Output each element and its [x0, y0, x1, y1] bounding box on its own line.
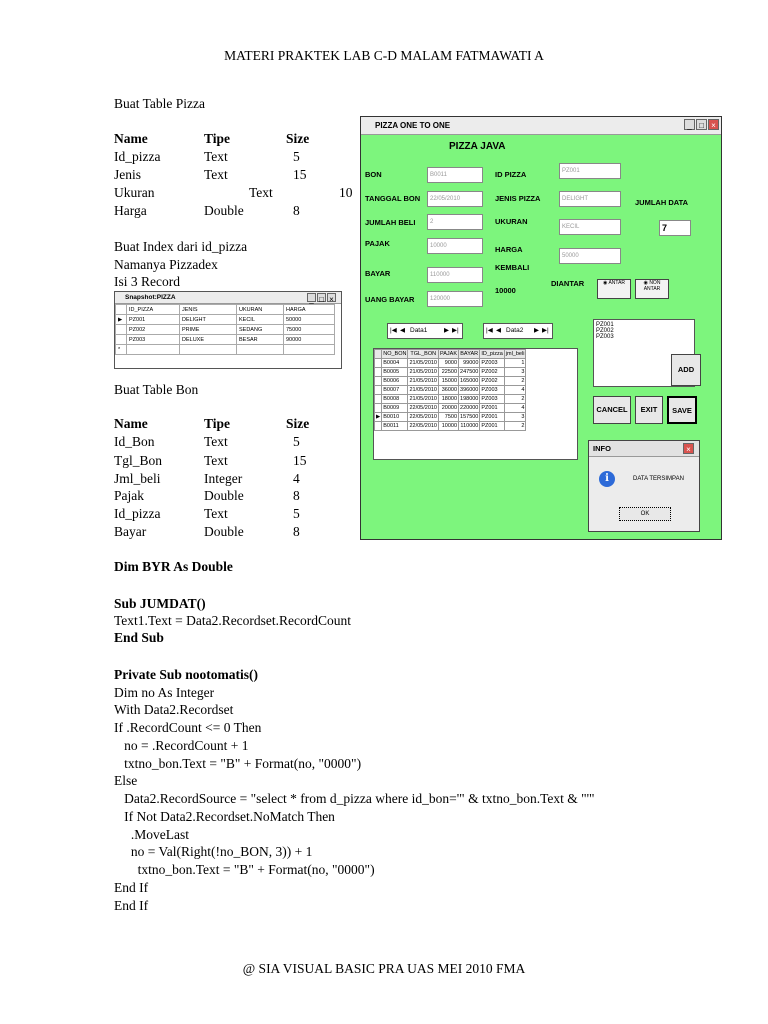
new-row-marker[interactable]: *	[116, 345, 127, 355]
grid-cell[interactable]: 198000	[460, 396, 479, 402]
list-item[interactable]: PZ003	[596, 334, 614, 340]
bon-row-size: 8	[293, 488, 300, 503]
index-line-1: Buat Index dari id_pizza	[114, 239, 248, 254]
snapshot-cell[interactable]: BESAR	[237, 335, 284, 345]
code-dim: Dim BYR As Double	[114, 559, 233, 574]
label-bon: BON	[365, 170, 382, 179]
bon-row-name: Bayar	[114, 524, 147, 539]
grid-cell[interactable]: B0011	[382, 422, 408, 431]
label-uang-bayar: UANG BAYAR	[365, 295, 415, 304]
grid-cell[interactable]: 22/05/2010	[409, 405, 437, 411]
snapshot-window	[114, 291, 342, 369]
label-harga: HARGA	[495, 245, 523, 254]
code-line: Data2.RecordSource = "select * from d_pizza where id_bon='" & txtno_bon.Text & "'"	[114, 791, 595, 806]
pizza-col-name: Name	[114, 131, 148, 146]
bon-col-tipe: Tipe	[204, 416, 231, 431]
snapshot-cell[interactable]: DELUXE	[180, 335, 237, 345]
label-ukuran: UKURAN	[495, 217, 528, 226]
code-sub1: Sub JUMDAT()	[114, 596, 206, 611]
snapshot-table	[115, 304, 335, 355]
label-pajak: PAJAK	[365, 239, 390, 248]
grid-cell[interactable]: 21/05/2010	[409, 387, 437, 393]
ukuran-input[interactable]: KECIL	[559, 219, 621, 235]
bon-row-name: Id_pizza	[114, 506, 161, 521]
list-item[interactable]: PZ001	[596, 322, 614, 328]
page-header: MATERI PRAKTEK LAB C-D MALAM FATMAWATI A	[224, 48, 544, 63]
code-sub2: Private Sub nootomatis()	[114, 667, 258, 682]
code-line: no = .RecordCount + 1	[114, 738, 249, 753]
data1-label: Data1	[410, 327, 428, 334]
record-selector-icon[interactable]: ▶	[376, 414, 381, 420]
next-record-icon[interactable]: ▶	[534, 327, 539, 334]
grid-cell[interactable]: 220000	[460, 405, 479, 411]
grid-cell[interactable]: B0009	[382, 404, 408, 413]
bon-row-tipe: Text	[204, 506, 228, 521]
pizza-row-tipe: Text	[204, 167, 228, 182]
page-footer: @ SIA VISUAL BASIC PRA UAS MEI 2010 FMA	[242, 961, 526, 976]
bon-row-name: Jml_beli	[114, 471, 161, 486]
snapshot-header: ID_PIZZA	[127, 305, 180, 315]
pizza-col-size: Size	[286, 131, 310, 146]
code-line: Else	[114, 773, 138, 788]
index-line-3: Isi 3 Record	[114, 274, 180, 289]
snapshot-cell[interactable]: PZ002	[127, 325, 180, 335]
grid-cell[interactable]: B0004	[382, 359, 408, 368]
grid-cell[interactable]: 2	[504, 395, 526, 404]
data1-navigator[interactable]	[387, 323, 463, 339]
grid-cell[interactable]: B0008	[382, 395, 408, 404]
pizza-row-name: Ukuran	[114, 185, 155, 200]
grid-cell[interactable]: PZ001	[480, 404, 504, 413]
save-button[interactable]: SAVE	[667, 396, 697, 424]
maximize-icon[interactable]: □	[696, 119, 707, 130]
grid-cell[interactable]: PZ003	[480, 386, 504, 395]
pizza-row-size: 15	[293, 167, 307, 182]
grid-cell[interactable]: 21/05/2010	[409, 369, 437, 375]
bon-row-size: 8	[293, 524, 300, 539]
add-button[interactable]: ADD	[671, 354, 701, 386]
grid-cell[interactable]: PZ003	[480, 395, 504, 404]
label-bayar: BAYAR	[365, 269, 391, 278]
minimize-icon[interactable]: _	[307, 293, 316, 302]
bayar-input[interactable]: 110000	[427, 267, 483, 283]
bon-row-tipe: Text	[204, 434, 228, 449]
snapshot-title: Snapshot:PIZZA	[115, 292, 341, 304]
pizza-row-name: Harga	[114, 203, 147, 218]
grid-cell[interactable]: 4	[504, 404, 526, 413]
grid-cell[interactable]: 36000	[439, 386, 459, 395]
pizza-row-tipe: Double	[204, 203, 244, 218]
code-line: If Not Data2.Recordset.NoMatch Then	[114, 809, 335, 824]
bon-row-tipe: Double	[204, 524, 244, 539]
bon-col-size: Size	[286, 416, 310, 431]
bon-row-size: 5	[293, 434, 300, 449]
code-line: .MoveLast	[114, 827, 189, 842]
code-line: End If	[114, 880, 149, 895]
grid-cell[interactable]: PZ003	[480, 359, 504, 368]
prev-record-icon[interactable]: ◀	[496, 327, 501, 334]
code-line: End If	[114, 898, 149, 913]
non-antar-radio[interactable]: ◉ NON ANTAR	[635, 279, 669, 299]
grid-cell[interactable]: 157500	[460, 414, 479, 420]
info-icon: i	[599, 471, 615, 487]
index-line-2: Namanya Pizzadex	[114, 257, 218, 272]
pizza-row-tipe: Text	[204, 149, 228, 164]
grid-cell[interactable]: 3	[504, 368, 526, 377]
harga-input[interactable]: 50000	[559, 248, 621, 264]
label-tanggal-bon: TANGGAL BON	[365, 194, 421, 203]
grid-cell[interactable]: 22/05/2010	[409, 414, 437, 420]
code-line: Dim no As Integer	[114, 685, 215, 700]
label-jumlah-data: JUMLAH DATA	[635, 198, 689, 207]
grid-cell[interactable]: 10000	[439, 422, 459, 431]
grid-cell[interactable]: 247500	[460, 369, 479, 375]
grid-cell[interactable]: 20000	[439, 404, 459, 413]
grid-cell[interactable]: B0007	[382, 386, 408, 395]
bon-col-name: Name	[114, 416, 148, 431]
snapshot-cell[interactable]: PRIME	[180, 325, 237, 335]
maximize-icon[interactable]: □	[317, 293, 326, 302]
grid-cell[interactable]: 165000	[460, 378, 479, 384]
grid-cell[interactable]: 396000	[460, 387, 479, 393]
label-jenis-pizza: JENIS PIZZA	[495, 194, 541, 203]
grid-cell[interactable]: PZ001	[480, 413, 504, 422]
code-sub1-body: Text1.Text = Data2.Recordset.RecordCount	[114, 613, 352, 628]
bon-row-name: Tgl_Bon	[114, 453, 163, 468]
grid-header[interactable]: BAYAR	[460, 351, 479, 357]
info-dialog	[588, 440, 700, 532]
grid-cell[interactable]: 2	[504, 422, 526, 431]
snapshot-cell[interactable]: 90000	[284, 335, 335, 345]
code-line: With Data2.Recordset	[114, 702, 234, 717]
grid-cell[interactable]: 7500	[439, 413, 459, 422]
grid-cell[interactable]: 1	[504, 359, 526, 368]
snapshot-cell[interactable]: 75000	[284, 325, 335, 335]
pizza-row-size: 10	[339, 185, 353, 200]
code-line: no = Val(Right(!no_BON, 3)) + 1	[114, 844, 313, 859]
info-title: INFO	[589, 441, 699, 457]
snapshot-cell[interactable]: PZ003	[127, 335, 180, 345]
last-record-icon[interactable]: ▶|	[452, 327, 459, 334]
last-record-icon[interactable]: ▶|	[542, 327, 549, 334]
bon-input[interactable]: B0011	[427, 167, 483, 183]
code-line: txtno_bon.Text = "B" + Format(no, "0000")	[114, 756, 362, 771]
code-line: If .RecordCount <= 0 Then	[114, 720, 262, 735]
bon-data-grid[interactable]	[373, 348, 578, 460]
form-titlebar	[361, 117, 721, 135]
pizza-row-name: Id_pizza	[114, 149, 161, 164]
info-message: DATA TERSIMPAN	[633, 476, 684, 482]
grid-cell[interactable]: 18000	[439, 395, 459, 404]
close-icon[interactable]: ×	[683, 443, 694, 454]
grid-cell[interactable]: PZ002	[480, 368, 504, 377]
pizza-row-tipe: Text	[249, 185, 273, 200]
code-sub1-end: End Sub	[114, 630, 164, 645]
bon-row-name: Pajak	[114, 488, 144, 503]
prev-record-icon[interactable]: ◀	[400, 327, 405, 334]
radio-icon: ◉	[602, 280, 609, 286]
grid-header[interactable]: jml_beli	[505, 351, 525, 357]
close-icon[interactable]: ×	[708, 119, 719, 130]
snapshot-cell[interactable]: KECIL	[237, 315, 284, 325]
bon-row-name: Id_Bon	[114, 434, 155, 449]
label-jumlah-beli: JUMLAH BELI	[365, 218, 416, 227]
first-record-icon[interactable]: |◀	[486, 327, 493, 334]
grid-cell[interactable]: PZ001	[480, 422, 504, 431]
radio-icon: ◉	[643, 280, 650, 286]
record-selector-icon[interactable]: ▶	[116, 315, 127, 325]
minimize-icon[interactable]: _	[684, 119, 695, 130]
label-kembali: KEMBALI	[495, 263, 530, 272]
pizza-col-tipe: Tipe	[204, 131, 231, 146]
form-title: PIZZA ONE TO ONE	[375, 121, 451, 130]
grid-header[interactable]: NO_BON	[383, 351, 407, 357]
id-pizza-input[interactable]: PZ001	[559, 163, 621, 179]
snapshot-cell[interactable]: DELIGHT	[180, 315, 237, 325]
bon-row-tipe: Integer	[204, 471, 243, 486]
label-diantar: DIANTAR	[551, 279, 585, 288]
ok-button[interactable]: OK	[619, 507, 671, 521]
grid-cell[interactable]: 21/05/2010	[409, 396, 437, 402]
data2-navigator[interactable]	[483, 323, 553, 339]
bon-row-size: 4	[293, 471, 300, 486]
grid-header[interactable]: PAJAK	[440, 351, 458, 357]
grid-cell[interactable]: 21/05/2010	[409, 378, 437, 384]
snapshot-header: HARGA	[284, 305, 335, 315]
grid-header[interactable]: TGL_BON	[408, 350, 439, 359]
grid-cell[interactable]: 15000	[439, 377, 459, 386]
pizza-row-name: Jenis	[114, 167, 141, 182]
grid-cell[interactable]: 22500	[439, 368, 459, 377]
snapshot-header: JENIS	[180, 305, 237, 315]
next-record-icon[interactable]: ▶	[444, 327, 449, 334]
label-id-pizza: ID PIZZA	[495, 170, 527, 179]
bon-row-tipe: Text	[204, 453, 228, 468]
pajak-input[interactable]: 10000	[427, 238, 483, 254]
first-record-icon[interactable]: |◀	[390, 327, 397, 334]
grid-header[interactable]: ID_pizza	[481, 351, 503, 357]
bon-row-size: 5	[293, 506, 300, 521]
tanggal-bon-input[interactable]: 22/05/2010	[427, 191, 483, 207]
pizza-row-size: 5	[293, 149, 300, 164]
grid-cell[interactable]: B0005	[382, 368, 408, 377]
jumlah-data-input[interactable]: 7	[659, 220, 691, 236]
kembali-value: 10000	[495, 286, 516, 295]
uang-bayar-input[interactable]: 120000	[427, 291, 483, 307]
jenis-pizza-input[interactable]: DELIGHT	[559, 191, 621, 207]
cancel-button[interactable]: CANCEL	[593, 396, 631, 424]
exit-button[interactable]: EXIT	[635, 396, 663, 424]
antar-radio[interactable]: ◉ ANTAR	[597, 279, 631, 299]
close-icon[interactable]: ×	[327, 293, 336, 302]
snapshot-header: UKURAN	[237, 305, 284, 315]
pizza-section-title: Buat Table Pizza	[114, 96, 206, 111]
bon-section-title: Buat Table Bon	[114, 382, 199, 397]
snapshot-cell[interactable]: 50000	[284, 315, 335, 325]
code-line: txtno_bon.Text = "B" + Format(no, "0000")	[114, 862, 375, 877]
grid-cell[interactable]: B0010	[382, 413, 408, 422]
list-item[interactable]: PZ002	[596, 328, 614, 334]
jumlah-beli-input[interactable]: 2	[427, 214, 483, 230]
bon-row-size: 15	[293, 453, 307, 468]
grid-cell[interactable]: 99000	[459, 359, 480, 368]
data2-label: Data2	[506, 327, 524, 334]
snapshot-cell[interactable]: PZ001	[127, 315, 180, 325]
grid-cell[interactable]: 2	[504, 377, 526, 386]
grid-cell[interactable]: 4	[504, 386, 526, 395]
grid-cell[interactable]: 110000	[460, 423, 479, 429]
pizza-row-size: 8	[293, 203, 300, 218]
snapshot-cell[interactable]: SEDANG	[237, 325, 284, 335]
grid-cell[interactable]: B0006	[382, 377, 408, 386]
form-heading: PIZZA JAVA	[449, 141, 506, 152]
grid-cell[interactable]: 21/05/2010	[409, 360, 437, 366]
bon-row-tipe: Double	[204, 488, 244, 503]
grid-cell[interactable]: 9000	[439, 359, 459, 368]
grid-cell[interactable]: PZ002	[480, 377, 504, 386]
grid-cell[interactable]: 22/05/2010	[409, 423, 437, 429]
grid-cell[interactable]: 3	[504, 413, 526, 422]
